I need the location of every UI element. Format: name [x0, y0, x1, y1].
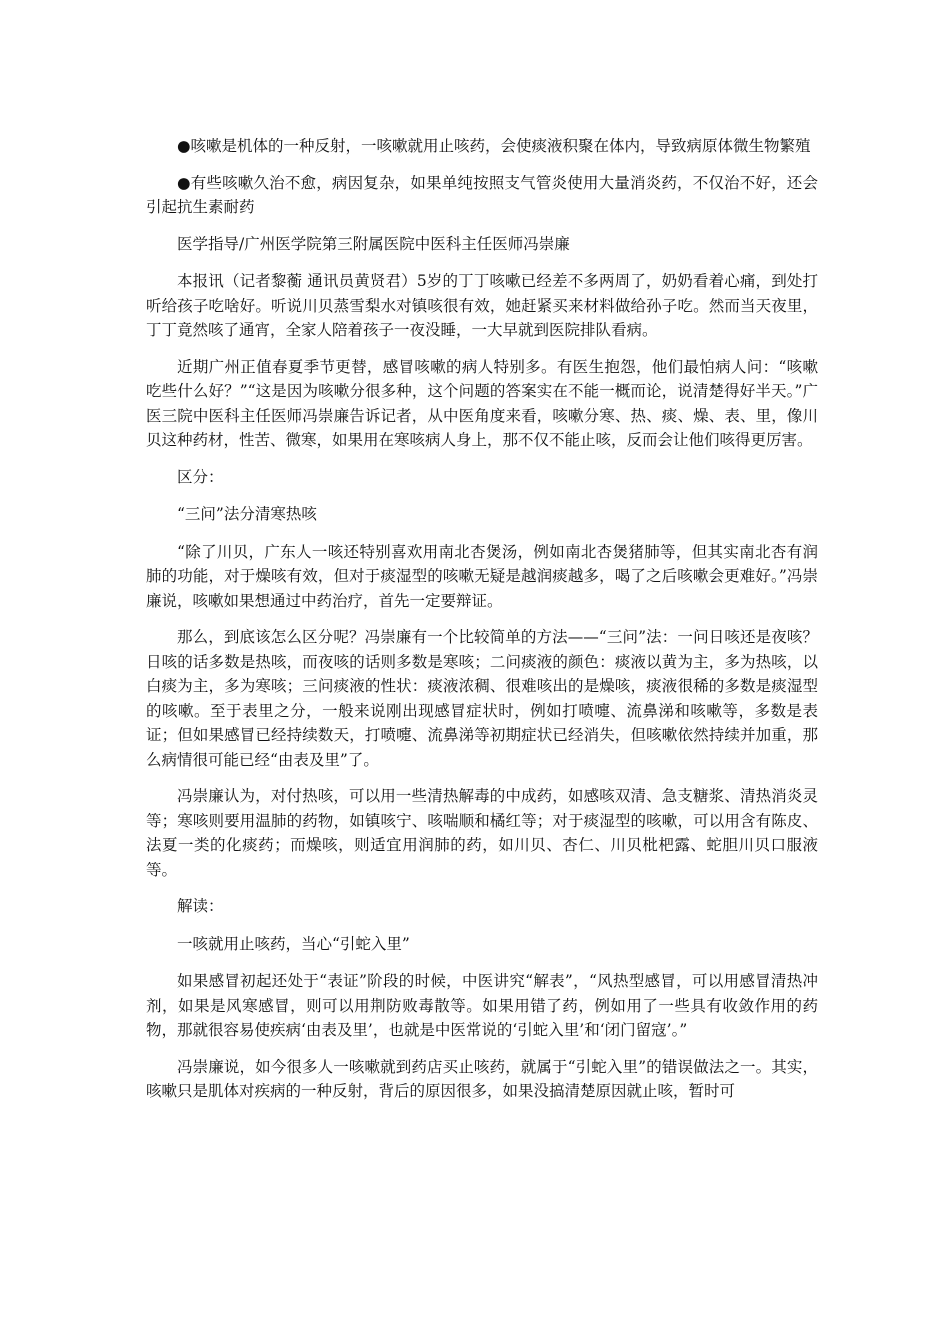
article-body: [146, 134, 818, 1116]
body-paragraph: 那么，到底该怎么区分呢？冯崇廉有一个比较简单的方法——“三问”法：一问日咳还是夜咳？日咳的话多数是热咳，而夜咳的话则多数是寒咳；二问痰液的颜色：痰液以黄为主，多为热咳，以白痰为主，多为寒咳；三问痰液的性状：痰液浓稠、很难咳出的是燥咳，痰液很稀的多数是痰湿型的咳嗽。至于表里之分，一般来说刚出现感冒症状时，例如打喷嚏、流鼻涕和咳嗽等，多数是表证；但如果感冒已经持续数天，打喷嚏、流鼻涕等初期症状已经消失，但咳嗽依然持续并加重，那么病情很可能已经“由表及里”了。: [146, 628, 818, 769]
body-paragraph: “除了川贝，广东人一咳还特别喜欢用南北杏煲汤，例如南北杏煲猪肺等，但其实南北杏有润肺的功能，对于燥咳有效，但对于痰湿型的咳嗽无疑是越润痰越多，喝了之后咳嗽会更难好。”冯崇廉说，咳嗽如果想通过中药治疗，首先一定要辩证。: [146, 542, 818, 610]
section-label-interpretation: 解读：: [177, 897, 224, 915]
body-paragraph: 如果感冒初起还处于“表证”阶段的时候，中医讲究“解表”，“风热型感冒，可以用感冒清热冲剂，如果是风寒感冒，则可以用荆防败毒散等。如果用错了药，例如用了一些具有收敛作用的药物，那就很容易使疾病‘由表及里’，也就是中医常说的‘引蛇入里’和‘闭门留寇’。”: [146, 972, 818, 1039]
body-paragraph: 冯崇廉说，如今很多人一咳嗽就到药店买止咳药，就属于“引蛇入里”的错误做法之一。其实，咳嗽只是肌体对疾病的一种反射，背后的原因很多，如果没搞清楚原因就止咳，暂时可: [146, 1057, 818, 1100]
news-lead-paragraph: 本报讯（记者黎蘅 通讯员黄贤君）5岁的丁丁咳嗽已经差不多两周了，奶奶看着心痛，到处打听给孩子吃啥好。听说川贝蒸雪梨水对镇咳很有效，她赶紧买来材料做给孙子吃。然而当天夜里，丁丁竟然咳了通宵，全家人陪着孩子一夜没睡，一大早就到医院排队看病。: [146, 272, 818, 339]
medical-guidance-line: 医学指导/广州医学院第三附属医院中医科主任医师冯崇廉: [177, 234, 570, 253]
section-label-distinguish: 区分：: [177, 467, 224, 486]
body-paragraph: 近期广州正值春夏季节更替，感冒咳嗽的病人特别多。有医生抱怨，他们最怕病人问：“咳嗽吃些什么好？”“这是因为咳嗽分很多种，这个问题的答案实在不能一概而论，说清楚得好半天。”广医三院中医科主任医师冯崇廉告诉记者，从中医角度来看，咳嗽分寒、热、痰、燥、表、里，像川贝这种药材，性苦、微寒，如果用在寒咳病人身上，那不仅不能止咳，反而会让他们咳得更厉害。: [146, 357, 818, 449]
summary-point-1: ●咳嗽是机体的一种反射，一咳嗽就用止咳药，会使痰液积聚在体内，导致病原体微生物繁殖: [177, 137, 811, 155]
summary-point-2: ●有些咳嗽久治不愈，病因复杂，如果单纯按照支气管炎使用大量消炎药，不仅治不好，还会引起抗生素耐药: [146, 173, 818, 216]
body-paragraph: 冯崇廉认为，对付热咳，可以用一些清热解毒的中成药，如感咳双清、急支糖浆、清热消炎灵等；寒咳则要用温肺的药物，如镇咳宁、咳喘顺和橘红等；对于痰湿型的咳嗽，可以用含有陈皮、法夏一类的化痰药；而燥咳，则适宜用润肺的药，如川贝、杏仁、川贝枇杷露、蛇胆川贝口服液等。: [146, 787, 818, 879]
section-heading-snake-warning: 一咳就用止咳药，当心“引蛇入里”: [177, 934, 410, 953]
section-heading-three-questions: “三问”法分清寒热咳: [177, 505, 317, 523]
